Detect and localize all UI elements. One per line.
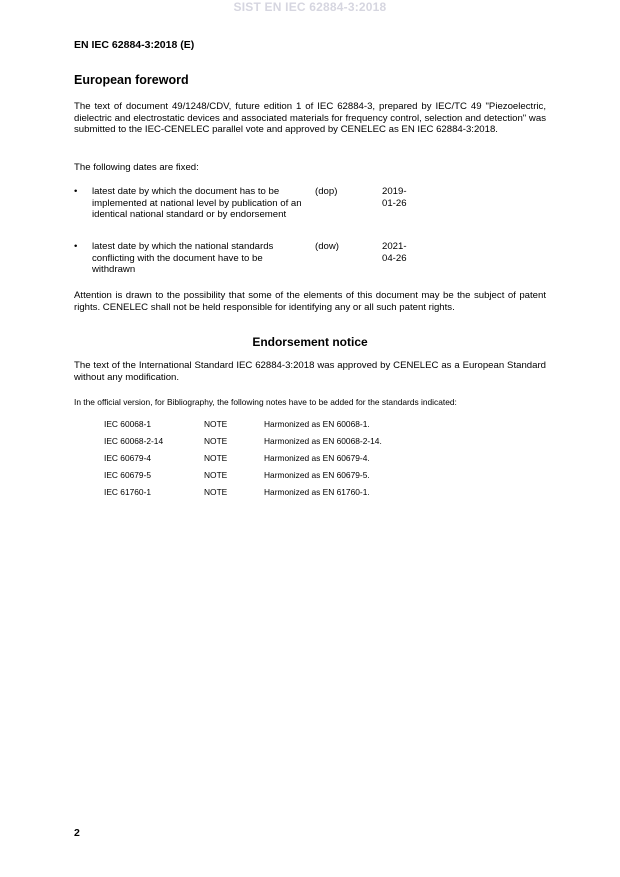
reference-harmonized: Harmonized as EN 60068-1.: [264, 419, 370, 429]
reference-standard: IEC 60679-4: [104, 453, 152, 463]
reference-note: NOTE: [204, 470, 228, 480]
dates-intro: The following dates are fixed:: [74, 162, 199, 173]
reference-harmonized: Harmonized as EN 61760-1.: [264, 487, 370, 497]
reference-note: NOTE: [204, 453, 228, 463]
reference-note: NOTE: [204, 487, 228, 497]
date-item-value: 2021-04-26: [382, 241, 407, 264]
date-item-text: latest date by which the document has to be implemented at national level by publication of an identical national standard or by endorsement: [92, 186, 302, 221]
foreword-title: European foreword: [74, 73, 189, 87]
reference-standard: IEC 60679-5: [104, 470, 152, 480]
foreword-intro: The text of document 49/1248/CDV, future edition 1 of IEC 62884-3, prepared by IEC/TC 49 "Piezoelectric, dielectric and electrostatic devices and associated materials for frequency control, selection and detection" was submitted to the IEC-CENELEC parallel vote and approved by CENELEC as EN IEC 62884-3:2018.: [74, 101, 546, 136]
bullet-marker: •: [74, 186, 78, 197]
reference-harmonized: Harmonized as EN 60679-4.: [264, 453, 370, 463]
date-item-text: latest date by which the national standards conflicting with the document have to be withdrawn: [92, 241, 274, 276]
reference-note: NOTE: [204, 419, 228, 429]
reference-harmonized: Harmonized as EN 60679-5.: [264, 470, 370, 480]
reference-harmonized: Harmonized as EN 60068-2-14.: [264, 436, 382, 446]
date-item-value: 2019-01-26: [382, 186, 407, 209]
bibliography-intro: In the official version, for Bibliography, the following notes have to be added for the standards indicated:: [74, 397, 457, 407]
bullet-marker: •: [74, 241, 78, 252]
reference-standard: IEC 60068-1: [104, 419, 152, 429]
watermark: SIST EN IEC 62884-3:2018: [233, 0, 387, 14]
reference-standard: IEC 60068-2-14: [104, 436, 164, 446]
reference-standard: IEC 61760-1: [104, 487, 152, 497]
document-id: EN IEC 62884-3:2018 (E): [74, 39, 195, 51]
endorsement-text: The text of the International Standard IEC 62884-3:2018 was approved by CENELEC as a European Standard without any modification.: [74, 360, 546, 383]
patent-attention: Attention is drawn to the possibility that some of the elements of this document may be the subject of patent rights. CENELEC shall not be held responsible for identifying any or all such patent rights.: [74, 290, 546, 313]
reference-note: NOTE: [204, 436, 228, 446]
page-number: 2: [74, 827, 80, 839]
date-item-abbr: (dop): [315, 186, 338, 197]
endorsement-title: Endorsement notice: [252, 335, 368, 349]
date-item-abbr: (dow): [315, 241, 339, 252]
